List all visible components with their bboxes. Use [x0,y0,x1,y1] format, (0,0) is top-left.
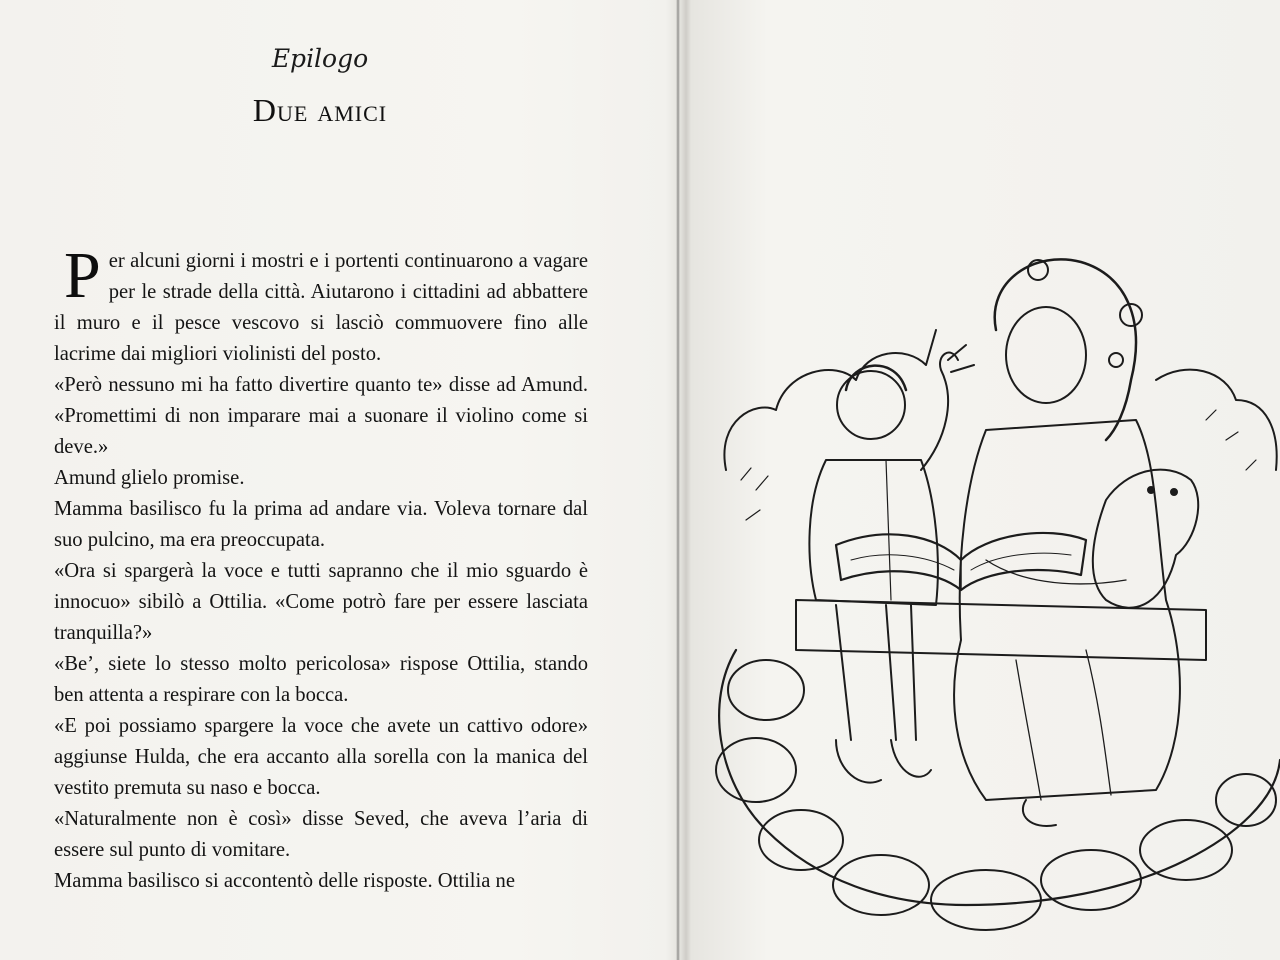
paragraph-6: «Be’, siete lo stesso molto pericolosa» rispose Ottilia, stando ben attenta a respirare con la bocca. [54,653,588,706]
bench [796,600,1206,660]
boy-shoes [836,740,931,783]
right-page [686,0,1280,960]
chapter-label: Epilogo [271,44,369,73]
illustration-two-readers [686,0,1280,960]
dog [1093,470,1198,608]
paragraph-4: Mamma basilisco fu la prima ad andare via. Voleva tornare dal suo pulcino, ma era preoccupata. [54,498,588,551]
chapter-title: Due amici [252,92,388,128]
paragraph-8: «Naturalmente non è così» disse Seved, che aveva l’aria di essere sul punto di vomitare. [54,808,588,861]
woman-hair [995,259,1136,440]
boy-raised-hand [921,345,974,470]
paragraph-1-text: er alcuni giorni i mostri e i portenti continuarono a vagare per le strade della città. Aiutarono i cittadini ad abbattere il muro e il pesce vescovo si lasciò commuovere fino alle lacrime dai migliori violinisti del posto. [54,250,588,365]
book-gutter [676,0,680,960]
woman-dress [954,420,1180,800]
paragraph-9: Mamma basilisco si accontentò delle risposte. Ottilia ne [54,870,515,892]
bush-outline [724,330,1276,470]
body-text [54,240,588,897]
paragraph-2: «Però nessuno mi ha fatto divertire quanto te» disse ad Amund. «Promettimi di non imparare mai a suonare il violino come si deve.» [54,374,588,458]
paragraph-3: Amund glielo promise. [54,467,245,489]
boy-legs [836,605,916,740]
woman-shoe [1023,800,1056,826]
paragraph-1 [54,240,588,370]
boy-body [809,460,937,605]
drop-cap: P [64,239,101,312]
paragraph-5: «Ora si spargerà la voce e tutti sapranno che il mio sguardo è innocuo» sibilò a Ottilia. «Come potrò fare per essere lasciata tranquilla?» [54,560,588,644]
paragraph-7: «E poi possiamo spargere la voce che avete un cattivo odore» aggiunse Hulda, che era accanto alla sorella con la manica del vestito premuta su naso e bocca. [54,715,588,799]
woman-head [1006,307,1086,403]
boy-head [837,371,905,439]
